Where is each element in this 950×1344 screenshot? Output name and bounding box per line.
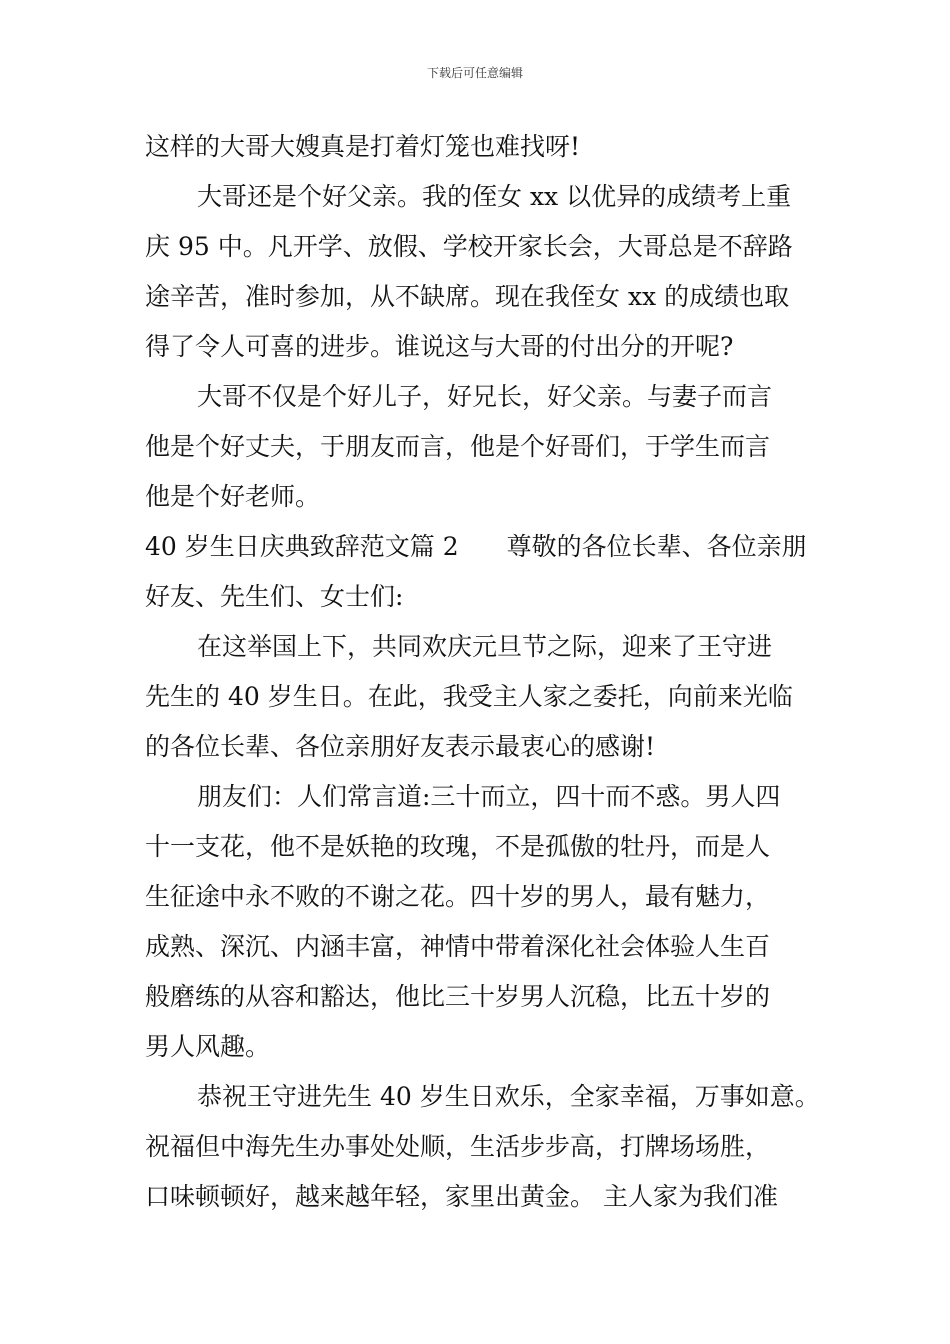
text-line: 男人风趣。: [145, 1032, 271, 1061]
text-line: 十一支花，他不是妖艳的玫瑰，不是孤傲的牡丹，而是人: [145, 832, 771, 861]
text-line: 大哥还是个好父亲。我的侄女 xx 以优异的成绩考上重: [197, 182, 792, 211]
text-line: 祝福但中海先生办事处处顺，生活步步高，打牌场场胜，: [145, 1132, 771, 1161]
document-body: [145, 122, 825, 1222]
text-line: 生征途中永不败的不谢之花。四十岁的男人，最有魅力，: [145, 882, 771, 911]
text-line: 成熟、深沉、内涵丰富，神情中带着深化社会体验人生百: [145, 932, 771, 961]
text-line: 在这举国上下，共同欢庆元旦节之际，迎来了王守进: [197, 632, 773, 661]
text-line: 般磨练的从容和豁达，他比三十岁男人沉稳，比五十岁的: [145, 982, 771, 1011]
text-line: 庆 95 中。凡开学、放假、学校开家长会，大哥总是不辞路: [145, 232, 793, 261]
text-line: 得了令人可喜的进步。谁说这与大哥的付出分的开呢?: [145, 332, 734, 361]
text-line: 这样的大哥大嫂真是打着灯笼也难找呀!: [145, 132, 581, 161]
text-line: 的各位长辈、各位亲朋好友表示最衷心的感谢!: [145, 732, 656, 761]
text-line: 先生的 40 岁生日。在此，我受主人家之委托，向前来光临: [145, 682, 793, 711]
text-line: 途辛苦，准时参加，从不缺席。现在我侄女 xx 的成绩也取: [145, 282, 790, 311]
text-line: 大哥不仅是个好儿子，好兄长，好父亲。与妻子而言: [197, 382, 773, 411]
section-title: 40 岁生日庆典致辞范文篇 2: [145, 532, 459, 561]
text-line: 好友、先生们、女士们:: [145, 582, 404, 611]
section-greeting: 尊敬的各位长辈、各位亲朋: [506, 532, 807, 561]
page-header-note: 下载后可任意编辑: [426, 66, 523, 80]
section-heading-line: [145, 522, 825, 572]
text-line: 口味顿顿好，越来越年轻，家里出黄金。 主人家为我们准: [145, 1182, 778, 1211]
text-line: 恭祝王守进先生 40 岁生日欢乐，全家幸福，万事如意。: [197, 1082, 820, 1111]
text-line: 朋友们：人们常言道:三十而立，四十而不惑。男人四: [197, 782, 781, 811]
text-line: 他是个好丈夫，于朋友而言，他是个好哥们，于学生而言: [145, 432, 771, 461]
text-line: 他是个好老师。: [145, 482, 321, 511]
